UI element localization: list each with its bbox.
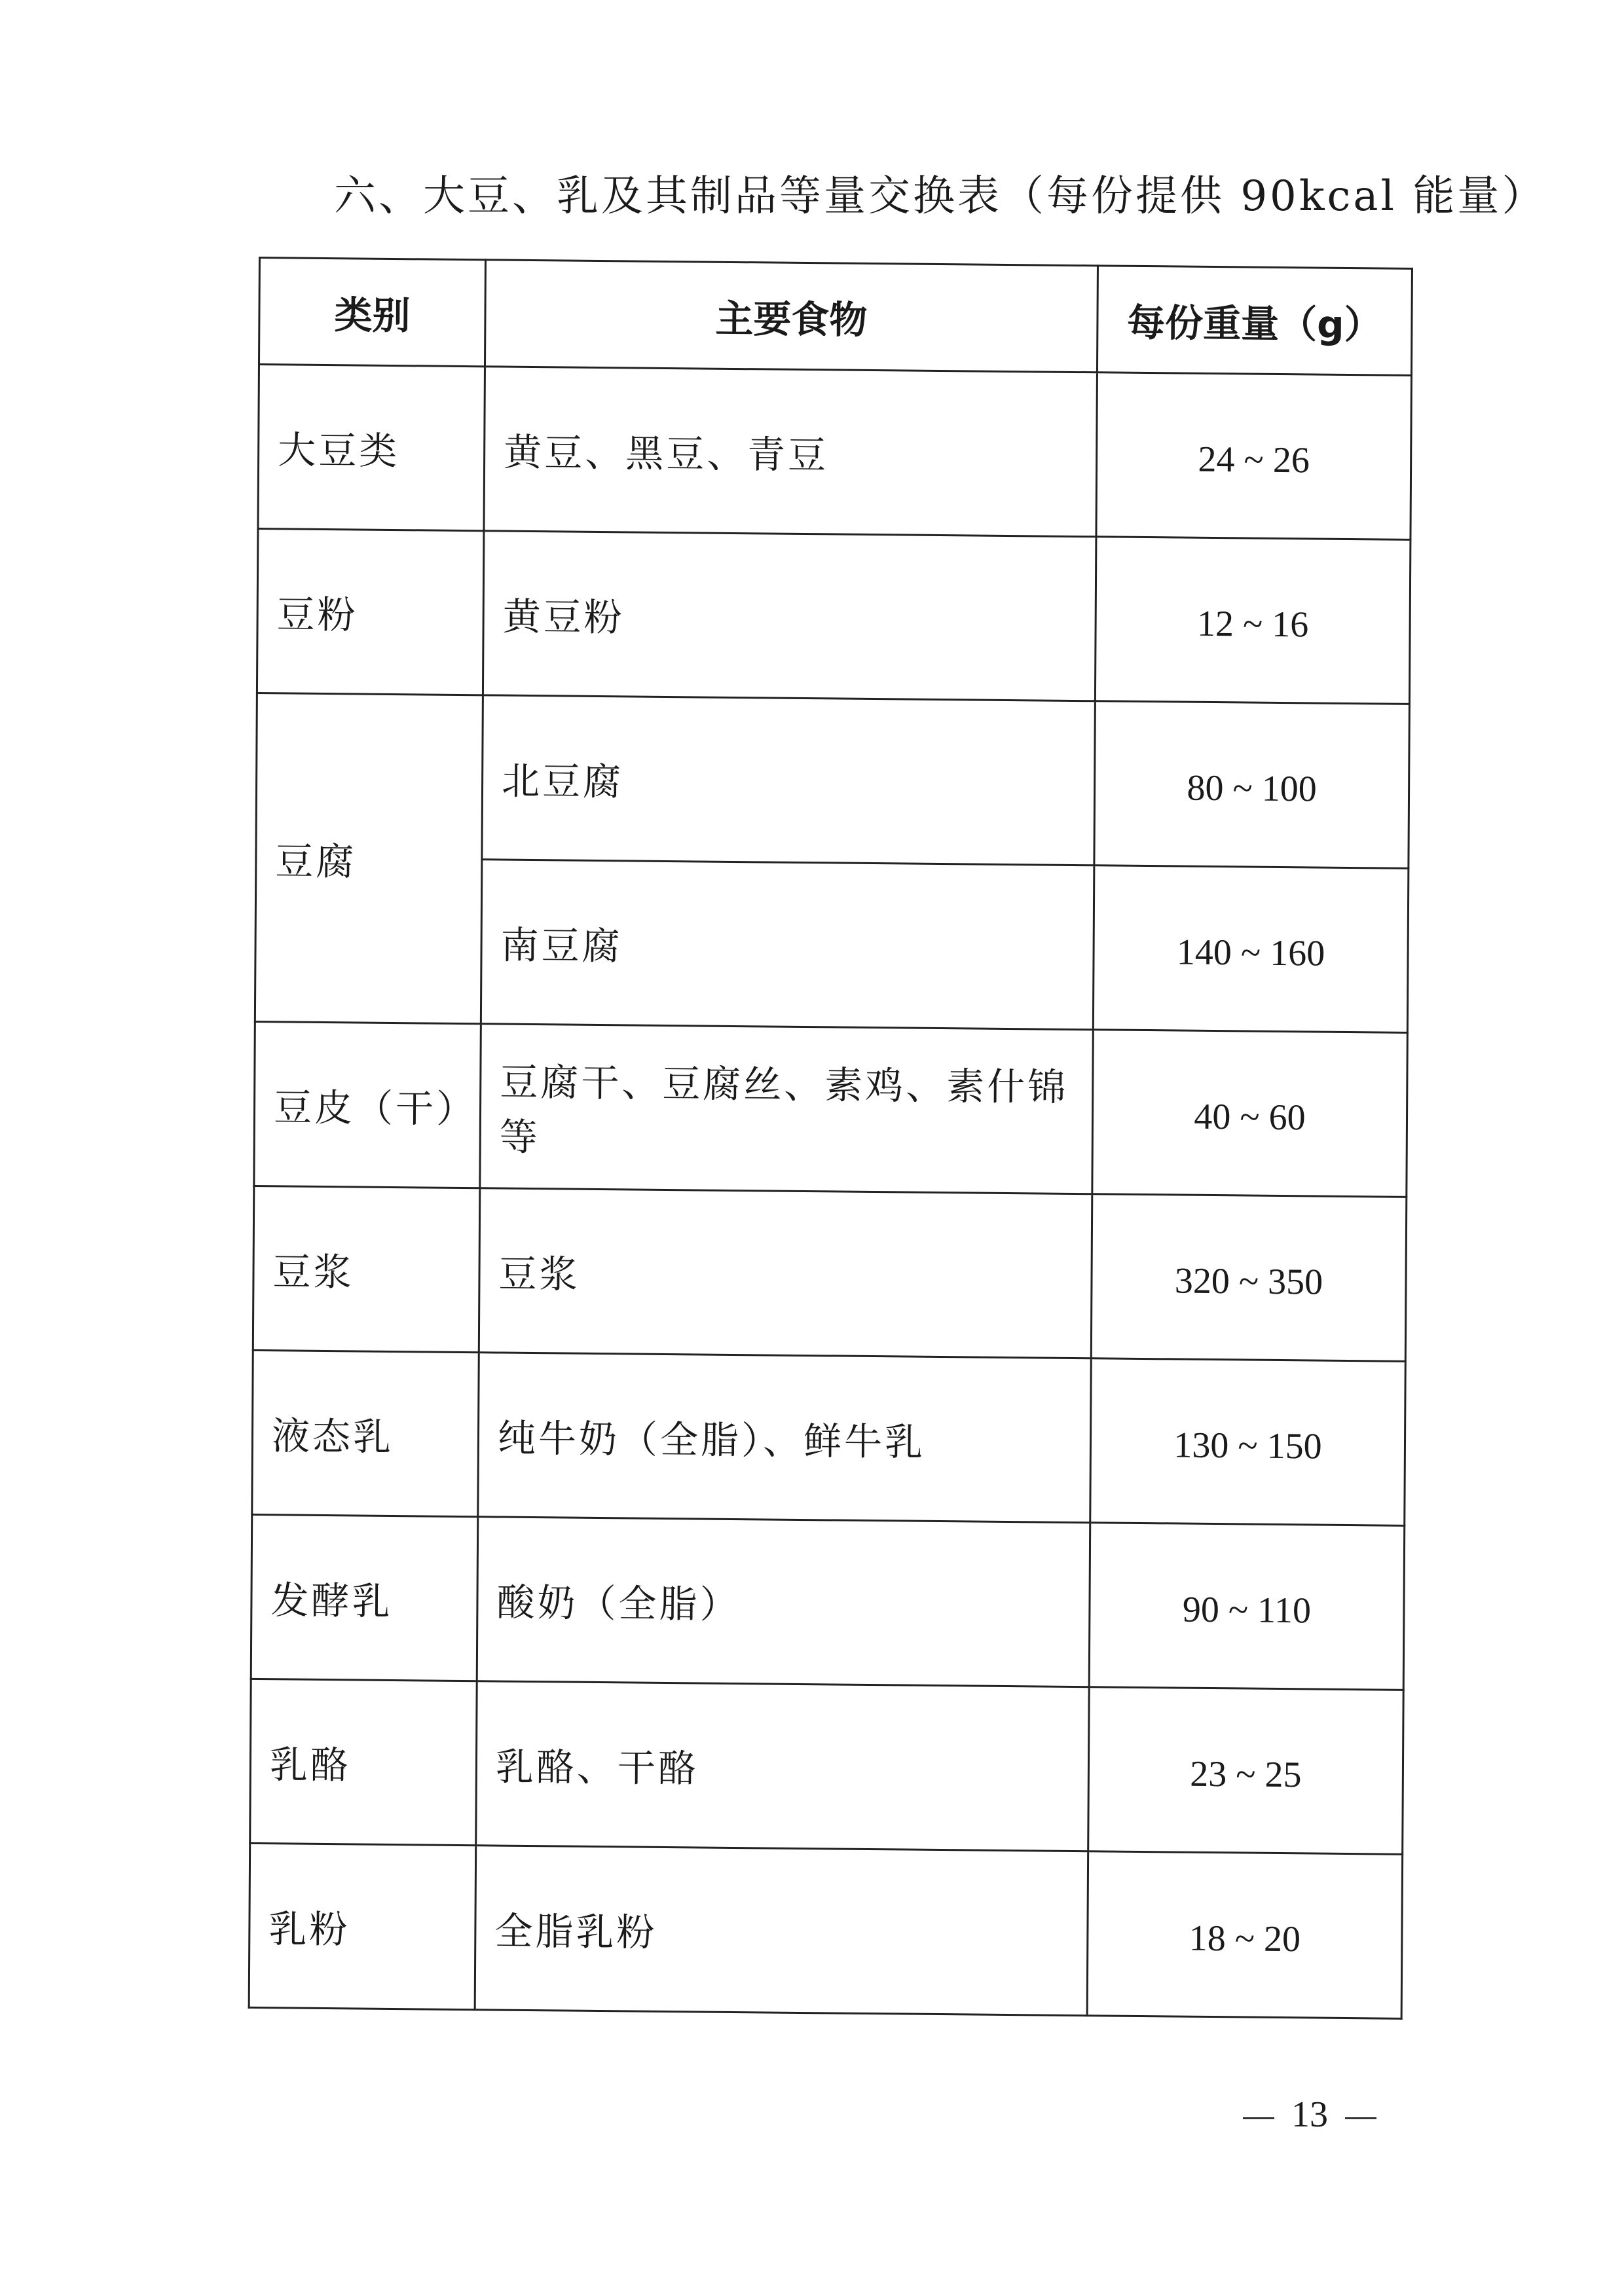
table-row [250, 1679, 1404, 1854]
row-category: 豆浆 [253, 1186, 480, 1352]
row-foods: 豆腐干、豆腐丝、素鸡、素什锦等 [480, 1024, 1094, 1194]
row-category: 豆腐 [255, 693, 483, 1023]
table-row [249, 1843, 1403, 2018]
table-row [251, 1514, 1405, 1690]
header-main-foods: 主要食物 [485, 260, 1098, 373]
page-number-dash-right [1345, 2117, 1376, 2119]
row-foods: 酸奶（全脂） [477, 1517, 1090, 1687]
exchange-table [248, 257, 1413, 2020]
page-title: 六、大豆、乳及其制品等量交换表（每份提供 90kcal 能量） [334, 172, 1547, 221]
row-weight: 40 ~ 60 [1092, 1030, 1408, 1197]
row-category: 豆皮（干） [254, 1021, 481, 1188]
row-weight: 18 ~ 20 [1087, 1851, 1403, 2019]
row-foods: 北豆腐 [482, 695, 1096, 866]
row-foods: 全脂乳粉 [475, 1846, 1088, 2016]
row-category: 豆粉 [257, 528, 484, 695]
row-weight: 90 ~ 110 [1089, 1523, 1405, 1690]
table-row [252, 1350, 1406, 1525]
row-foods: 乳酪、干酪 [476, 1681, 1090, 1851]
table-row [254, 1021, 1408, 1197]
row-foods: 纯牛奶（全脂）、鲜牛乳 [478, 1353, 1092, 1523]
row-weight: 12 ~ 16 [1095, 537, 1411, 704]
row-category: 大豆类 [258, 365, 485, 531]
table-row [257, 528, 1411, 704]
row-category: 乳粉 [249, 1843, 476, 2009]
row-category: 乳酪 [250, 1679, 477, 1845]
row-foods: 豆浆 [479, 1188, 1092, 1358]
row-category: 发酵乳 [251, 1514, 478, 1681]
row-weight: 130 ~ 150 [1090, 1358, 1406, 1526]
row-weight: 320 ~ 350 [1091, 1194, 1407, 1362]
page-number [1225, 2092, 1395, 2138]
header-category: 类别 [259, 258, 485, 367]
header-weight: 每份重量（g） [1097, 266, 1412, 376]
row-weight: 140 ~ 160 [1093, 866, 1409, 1033]
table-row [258, 365, 1412, 540]
row-weight: 23 ~ 25 [1088, 1687, 1404, 1855]
page-number-dash-left [1243, 2117, 1274, 2119]
row-foods: 黄豆、黑豆、青豆 [484, 367, 1098, 537]
table-row [256, 693, 1410, 868]
row-weight: 24 ~ 26 [1096, 373, 1412, 540]
row-category: 液态乳 [252, 1350, 479, 1516]
page-number-value: 13 [1291, 2094, 1328, 2135]
exchange-table-wrapper [248, 257, 1411, 2020]
row-foods: 黄豆粉 [483, 531, 1096, 701]
table-header-row [259, 258, 1412, 376]
row-weight: 80 ~ 100 [1094, 701, 1410, 869]
row-foods: 南豆腐 [481, 860, 1094, 1030]
table-row [253, 1186, 1407, 1361]
